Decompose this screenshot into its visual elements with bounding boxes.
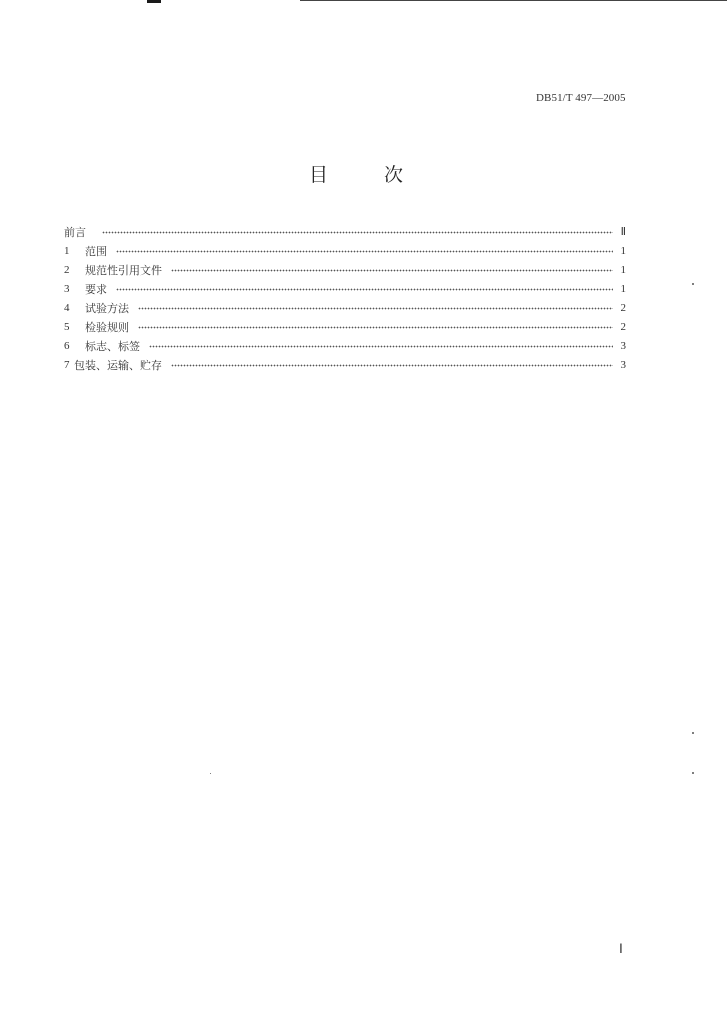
toc-entry-title: 规范性引用文件 bbox=[85, 263, 162, 277]
toc-entry-number: 4 bbox=[64, 301, 70, 314]
dot-leader bbox=[171, 360, 613, 370]
dot-leader bbox=[102, 227, 613, 237]
dot-leader bbox=[116, 246, 613, 256]
toc-entry-title: 检验规则 bbox=[85, 320, 129, 334]
toc-entry-page: 2 bbox=[620, 301, 626, 314]
page-number: Ⅰ bbox=[619, 941, 623, 956]
toc-entry-foreword bbox=[64, 222, 626, 241]
dot-leader bbox=[138, 322, 613, 332]
table-of-contents bbox=[64, 222, 626, 374]
toc-entry-number: 3 bbox=[64, 282, 70, 295]
toc-entry-2 bbox=[64, 260, 626, 279]
dot-leader bbox=[116, 284, 613, 294]
page-title-char-1: 目 bbox=[309, 164, 329, 186]
scan-speck bbox=[210, 773, 211, 774]
dot-leader bbox=[149, 341, 613, 351]
scan-speck bbox=[692, 772, 694, 774]
scan-speck bbox=[692, 732, 694, 734]
toc-entry-page: 1 bbox=[620, 244, 626, 257]
toc-entry-number: 7 bbox=[64, 358, 70, 371]
toc-entry-page: 1 bbox=[620, 263, 626, 276]
toc-entry-7 bbox=[64, 355, 626, 374]
toc-entry-page: Ⅱ bbox=[620, 226, 626, 238]
toc-entry-title: 前言 bbox=[64, 225, 86, 239]
toc-entry-page: 3 bbox=[620, 358, 626, 371]
scan-artifact-mark bbox=[147, 0, 161, 3]
toc-entry-number: 1 bbox=[64, 244, 70, 257]
toc-entry-title: 标志、标签 bbox=[85, 339, 140, 353]
toc-entry-page: 3 bbox=[620, 339, 626, 352]
toc-entry-4 bbox=[64, 298, 626, 317]
page-title-char-2: 次 bbox=[384, 164, 404, 186]
toc-entry-1 bbox=[64, 241, 626, 260]
scan-speck bbox=[692, 283, 694, 285]
dot-leader bbox=[138, 303, 613, 313]
dot-leader bbox=[171, 265, 613, 275]
toc-entry-page: 1 bbox=[620, 282, 626, 295]
toc-entry-number: 6 bbox=[64, 339, 70, 352]
standard-code: DB51/T 497—2005 bbox=[536, 92, 626, 104]
toc-entry-5 bbox=[64, 317, 626, 336]
toc-entry-number: 5 bbox=[64, 320, 70, 333]
toc-entry-title: 试验方法 bbox=[85, 301, 129, 315]
toc-entry-title: 包装、运输、贮存 bbox=[74, 358, 162, 372]
toc-entry-title: 范围 bbox=[85, 244, 107, 258]
toc-entry-page: 2 bbox=[620, 320, 626, 333]
toc-entry-6 bbox=[64, 336, 626, 355]
toc-entry-number: 2 bbox=[64, 263, 70, 276]
scan-artifact-edge-line bbox=[300, 0, 727, 1]
toc-entry-title: 要求 bbox=[85, 282, 107, 296]
toc-entry-3 bbox=[64, 279, 626, 298]
